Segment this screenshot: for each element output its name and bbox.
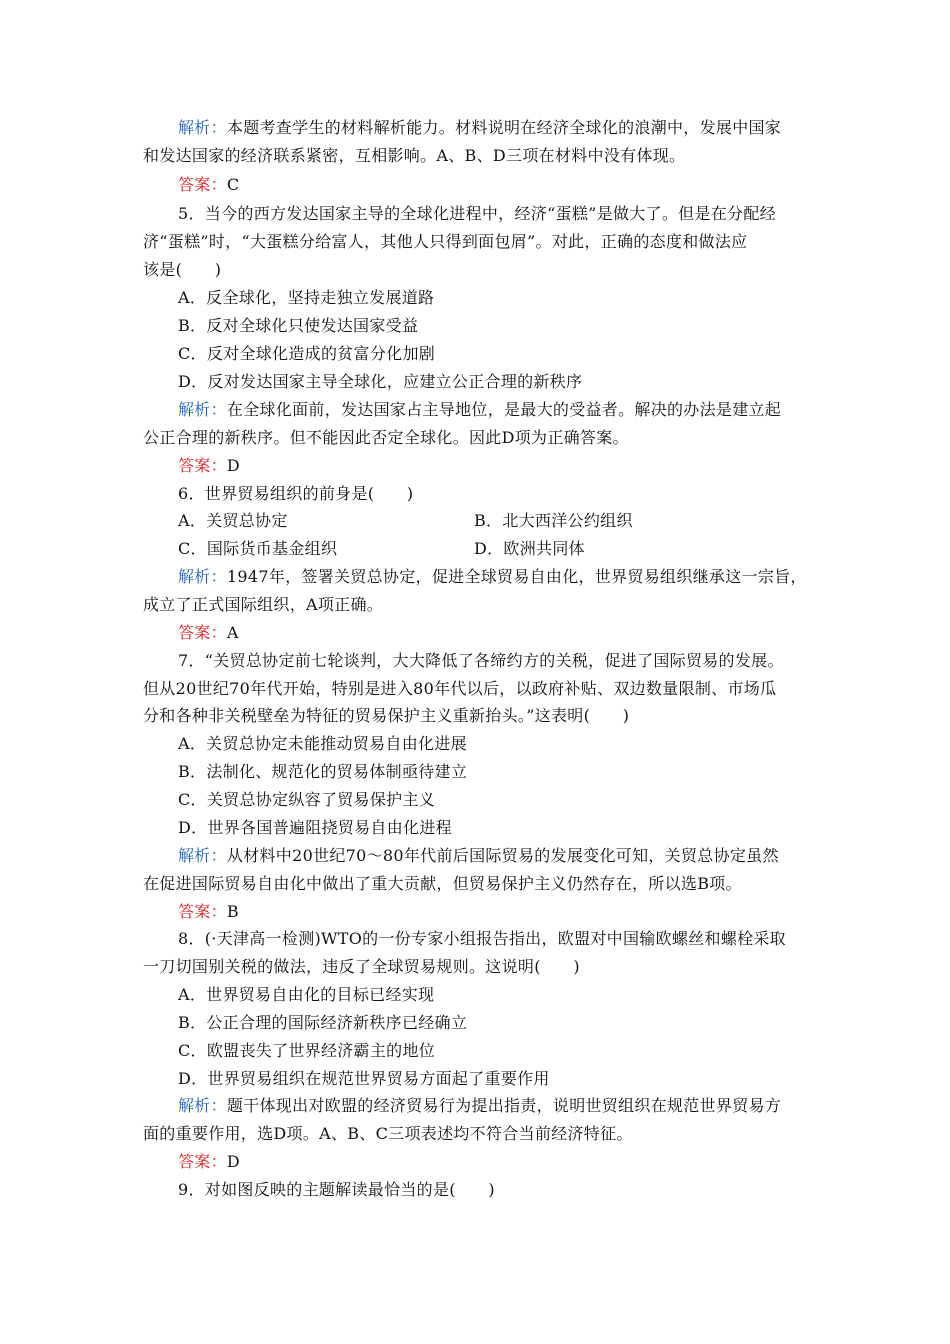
q8-option-a: A．世界贸易自由化的目标已经实现 xyxy=(178,985,435,1004)
q6-option-c: C．国际货币基金组织 xyxy=(178,539,338,558)
q5-answer xyxy=(178,456,240,476)
q8-explanation-line-1 xyxy=(178,1096,781,1116)
q7-option-a: A．关贸总协定未能推动贸易自由化进展 xyxy=(178,734,467,753)
q7-stem-line-1: 7．“关贸总协定前七轮谈判，大大降低了各缔约方的关税，促进了国际贸易的发展。 xyxy=(178,651,784,670)
q6-answer xyxy=(178,623,239,643)
q8-answer xyxy=(178,1152,240,1172)
q5-explanation-line-1 xyxy=(178,400,781,420)
q6-option-a: A．关贸总协定 xyxy=(178,511,288,530)
q5-option-a: A．反全球化，坚持走独立发展道路 xyxy=(178,288,435,307)
q8-stem-line-2: 一刀切国别关税的做法，违反了全球贸易规则。这说明( ) xyxy=(143,957,580,976)
q8-option-c: C．欧盟丧失了世界经济霸主的地位 xyxy=(178,1041,436,1060)
q6-explanation-line-2: 成立了正式国际组织，A项正确。 xyxy=(143,595,384,614)
q8-option-b: B．公正合理的国际经济新秩序已经确立 xyxy=(178,1013,468,1032)
explanation-label: 解析： xyxy=(178,567,227,586)
q6-option-b: B．北大西洋公约组织 xyxy=(474,511,633,530)
q6-stem-line-1: 6．世界贸易组织的前身是( ) xyxy=(178,484,414,503)
q5-stem-line-2: 济“蛋糕”时，“大蛋糕分给富人，其他人只得到面包屑”。对此，正确的态度和做法应 xyxy=(143,232,748,251)
q6-explanation-line-1 xyxy=(178,567,807,587)
explanation-text: 本题考查学生的材料解析能力。材料说明在经济全球化的浪潮中，发展中国家 xyxy=(226,118,782,137)
q5-stem-line-3: 该是( ) xyxy=(143,260,222,279)
q7-explanation-line-1 xyxy=(178,846,779,866)
explanation-label: 解析： xyxy=(178,846,227,865)
q7-stem-line-3: 分和各种非关税壁垒为特征的贸易保护主义重新抬头。”这表明( ) xyxy=(143,706,630,725)
q6-option-d: D．欧洲共同体 xyxy=(474,539,585,558)
answer-label: 答案： xyxy=(178,623,227,642)
q5-option-c: C．反对全球化造成的贫富分化加剧 xyxy=(178,344,436,363)
answer-label: 答案： xyxy=(178,456,227,475)
q4-answer xyxy=(178,175,239,195)
q7-option-c: C．关贸总协定纵容了贸易保护主义 xyxy=(178,790,436,809)
q7-explanation-line-2: 在促进国际贸易自由化中做出了重大贡献，但贸易保护主义仍然存在，所以选B项。 xyxy=(143,874,742,893)
answer-label: 答案： xyxy=(178,175,227,194)
answer-value: A xyxy=(226,623,239,642)
q7-option-b: B．法制化、规范化的贸易体制亟待建立 xyxy=(178,762,468,781)
explanation-text: 1947年，签署关贸总协定，促进全球贸易自由化，世界贸易组织继承这一宗旨， xyxy=(226,567,807,586)
explanation-text: 从材料中20世纪70～80年代前后国际贸易的发展变化可知，关贸总协定虽然 xyxy=(226,846,779,865)
explanation-text: 在全球化面前，发达国家占主导地位，是最大的受益者。解决的办法是建立起 xyxy=(226,400,782,419)
answer-value: B xyxy=(226,902,239,921)
explanation-label: 解析： xyxy=(178,400,227,419)
answer-value: D xyxy=(226,1152,241,1171)
answer-label: 答案： xyxy=(178,1152,227,1171)
q5-stem-line-1: 5．当今的西方发达国家主导的全球化进程中，经济“蛋糕”是做大了。但是在分配经 xyxy=(178,204,776,223)
answer-value: D xyxy=(226,456,241,475)
explanation-label: 解析： xyxy=(178,1096,227,1115)
q5-option-b: B．反对全球化只使发达国家受益 xyxy=(178,316,419,335)
q8-explanation-line-2: 面的重要作用，选D项。A、B、C三项表述均不符合当前经济特征。 xyxy=(143,1124,633,1143)
q8-option-d: D．世界贸易组织在规范世界贸易方面起了重要作用 xyxy=(178,1069,550,1088)
q7-option-d: D．世界各国普遍阻挠贸易自由化进程 xyxy=(178,818,452,837)
q5-option-d: D．反对发达国家主导全球化，应建立公正合理的新秩序 xyxy=(178,372,583,391)
answer-value: C xyxy=(226,175,240,194)
explanation-text: 题干体现出对欧盟的经济贸易行为提出指责，说明世贸组织在规范世界贸易方 xyxy=(226,1096,782,1115)
q4-explanation-line-1 xyxy=(178,118,781,138)
q8-stem-line-1: 8．(·天津高一检测)WTO的一份专家小组报告指出，欧盟对中国输欧螺丝和螺栓采取 xyxy=(178,929,786,948)
q7-stem-line-2: 但从20世纪70年代开始，特别是进入80年代以后，以政府补贴、双边数量限制、市场瓜 xyxy=(143,679,777,698)
answer-label: 答案： xyxy=(178,902,227,921)
q9-stem-line-1: 9．对如图反映的主题解读最恰当的是( ) xyxy=(178,1180,495,1199)
explanation-label: 解析： xyxy=(178,118,227,137)
q4-explanation-line-2: 和发达国家的经济联系紧密，互相影响。A、B、D三项在材料中没有体现。 xyxy=(143,146,686,165)
q5-explanation-line-2: 公正合理的新秩序。但不能因此否定全球化。因此D项为正确答案。 xyxy=(143,428,629,447)
q7-answer xyxy=(178,902,239,922)
